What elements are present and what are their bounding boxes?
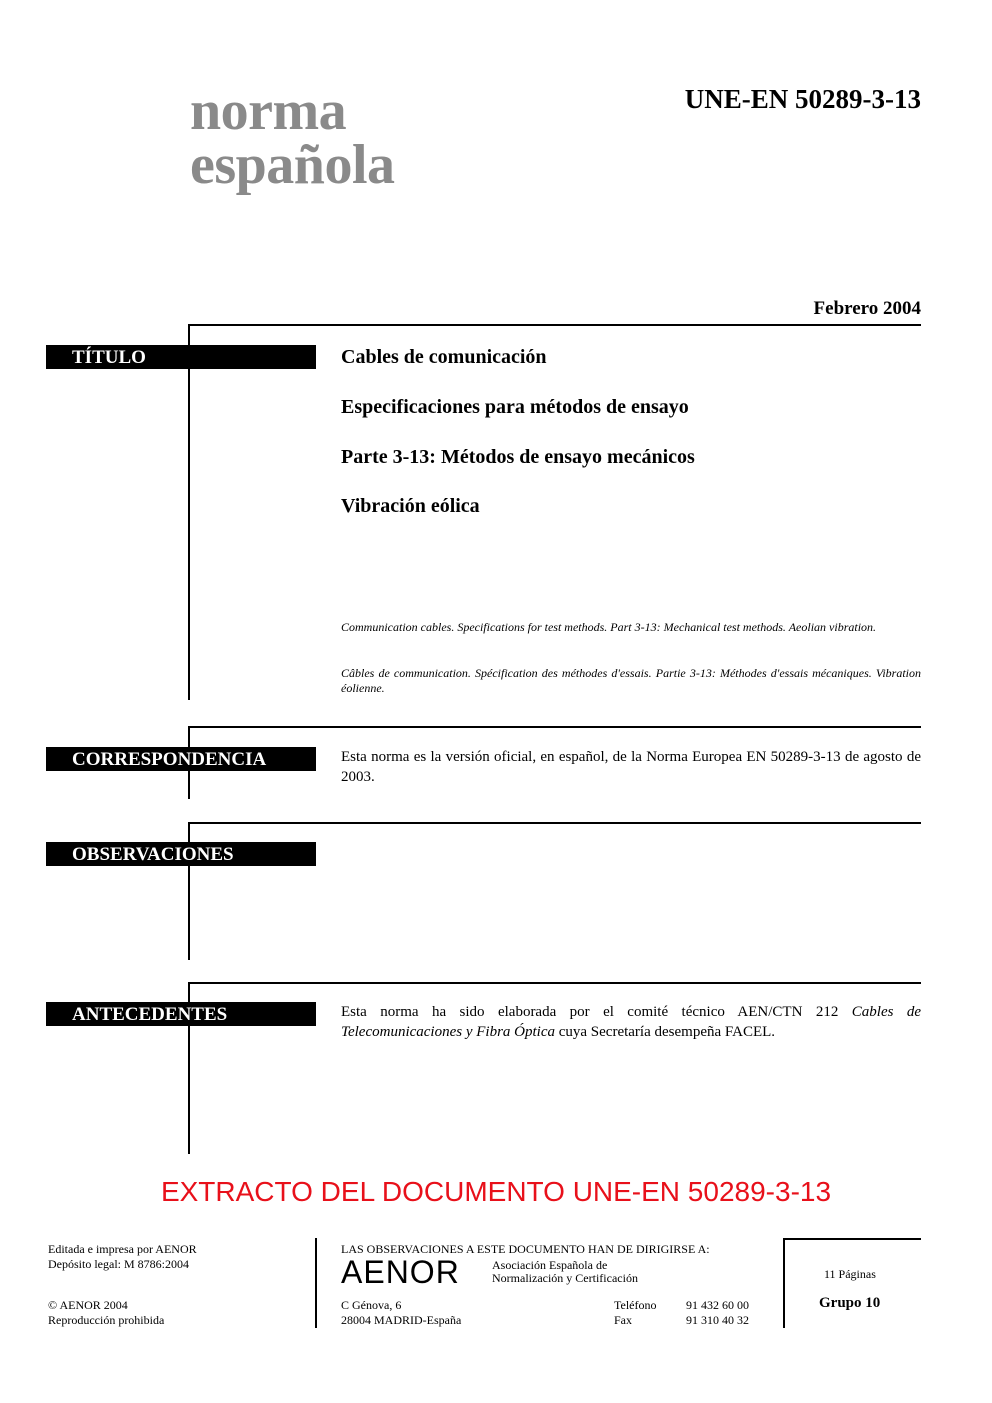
aenor-name-line-1: Asociación Española de	[492, 1258, 608, 1272]
title-line-3: Parte 3-13: Métodos de ensayo mecánicos	[341, 446, 695, 468]
brand-line-2: española	[190, 134, 395, 196]
antecedentes-text	[341, 1002, 921, 1042]
phone-label: Teléfono	[614, 1298, 657, 1312]
section-divider	[188, 726, 921, 728]
brand-line-1: norma	[190, 80, 347, 142]
address-line-1: C Génova, 6	[341, 1298, 402, 1312]
title-line-1: Cables de comunicación	[341, 346, 547, 368]
correspondencia-text: Esta norma es la versión oficial, en español, de la Norma Europea EN 50289-3-13 de agosto de 2003.	[341, 749, 921, 785]
antecedentes-text-end: cuya Secretaría desempeña FACEL.	[554, 1024, 776, 1040]
footer-box-left	[783, 1238, 785, 1328]
standard-code: UNE-EN 50289-3-13	[684, 84, 921, 114]
title-line-4: Vibración eólica	[341, 495, 480, 517]
section-divider	[188, 822, 921, 824]
label-titulo: TÍTULO	[46, 345, 316, 369]
footer-box-top	[783, 1238, 921, 1240]
footer-copyright: © AENOR 2004	[48, 1298, 128, 1312]
brand-title	[190, 80, 395, 196]
antecedentes-text-start: Esta norma ha sido elaborada por el comité técnico AEN/CTN 212	[341, 1004, 852, 1020]
section-divider	[188, 324, 921, 326]
address-line-2: 28004 MADRID-España	[341, 1313, 462, 1327]
fax-label: Fax	[614, 1313, 632, 1327]
aenor-name-line-2: Normalización y Certificación	[492, 1271, 638, 1285]
label-antecedentes: ANTECEDENTES	[46, 1002, 316, 1026]
label-correspondencia: CORRESPONDENCIA	[46, 747, 316, 771]
title-line-2: Especificaciones para métodos de ensayo	[341, 396, 689, 418]
aenor-logo: AENOR	[341, 1254, 460, 1290]
title-english: Communication cables. Specifications for test methods. Part 3-13: Mechanical test methods. Aeolian vibration.	[341, 620, 877, 634]
section-divider	[188, 982, 921, 984]
aenor-name	[492, 1259, 638, 1285]
footer-reproduction: Reproducción prohibida	[48, 1313, 165, 1327]
page-count: 11 Páginas	[824, 1267, 876, 1281]
title-french: Câbles de communication. Spécification des méthodes d'essais. Partie 3-13: Méthodes d'essais mécaniques. Vibration éolienne.	[341, 666, 921, 695]
publication-date: Febrero 2004	[813, 298, 921, 319]
fax-value: 91 310 40 32	[686, 1313, 749, 1327]
section-rule	[188, 324, 190, 700]
phone-value: 91 432 60 00	[686, 1298, 749, 1312]
footer-edited-by: Editada e impresa por AENOR	[48, 1242, 197, 1256]
label-observaciones: OBSERVACIONES	[46, 842, 316, 866]
footer-observations-header: LAS OBSERVACIONES A ESTE DOCUMENTO HAN DE DIRIGIRSE A:	[341, 1242, 710, 1256]
extract-notice: EXTRACTO DEL DOCUMENTO UNE-EN 50289-3-13	[160, 1176, 832, 1207]
footer-legal-deposit: Depósito legal: M 8786:2004	[48, 1257, 189, 1271]
group-number: Grupo 10	[819, 1295, 881, 1311]
antecedentes-committee-name: Cables de Telecomunicaciones y Fibra Óptica	[341, 1004, 922, 1040]
footer-divider	[315, 1238, 317, 1328]
